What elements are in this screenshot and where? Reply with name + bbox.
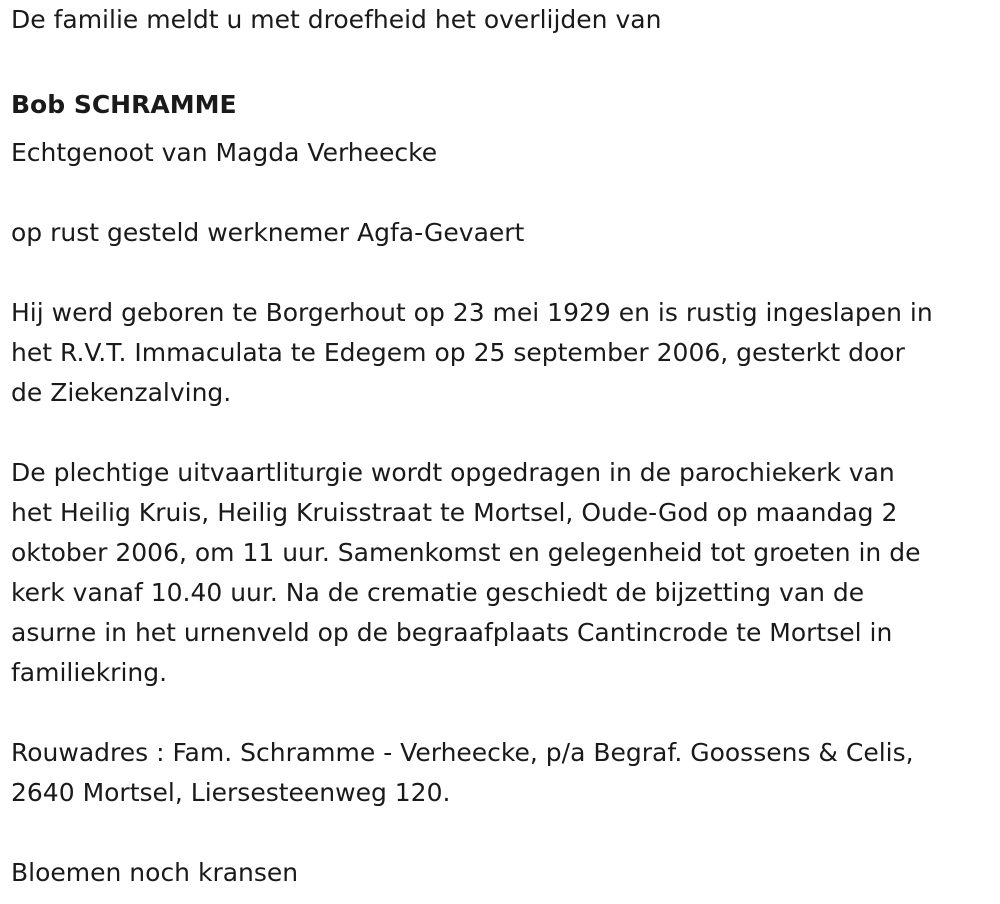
- funeral-line: De plechtige uitvaartliturgie wordt opgedragen in de parochiekerk van: [11, 458, 895, 487]
- paragraph-gap: [11, 413, 995, 453]
- funeral-line: oktober 2006, om 11 uur. Samenkomst en gelegenheid tot groeten in de: [11, 538, 921, 567]
- funeral-line: familiekring.: [11, 658, 168, 687]
- death-notice: [11, 0, 995, 893]
- spouse-text: Echtgenoot van Magda Verheecke: [11, 138, 438, 167]
- birth-death-line: Hij werd geboren te Borgerhout op 23 mei 1929 en is rustig ingeslapen in: [11, 298, 933, 327]
- funeral-paragraph: [11, 453, 995, 693]
- deceased-name: Bob SCHRAMME: [11, 90, 237, 119]
- paragraph-gap: [11, 693, 995, 733]
- intro-text: De familie meldt u met droefheid het overlijden van: [11, 5, 662, 34]
- mourning-address-line: Rouwadres : Fam. Schramme - Verheecke, p/a Begraf. Goossens & Celis,: [11, 738, 914, 767]
- birth-death-line: de Ziekenzalving.: [11, 378, 232, 407]
- mourning-address-paragraph: [11, 733, 995, 813]
- funeral-line: het Heilig Kruis, Heilig Kruisstraat te Mortsel, Oude-God op maandag 2: [11, 498, 898, 527]
- paragraph-gap: [11, 813, 995, 853]
- paragraph-gap: [11, 173, 995, 213]
- occupation-text: op rust gesteld werknemer Agfa-Gevaert: [11, 218, 525, 247]
- flowers-text: Bloemen noch kransen: [11, 858, 299, 887]
- mourning-address-line: 2640 Mortsel, Liersesteenweg 120.: [11, 778, 451, 807]
- birth-death-paragraph: [11, 293, 995, 413]
- funeral-line: asurne in het urnenveld op de begraafplaats Cantincrode te Mortsel in: [11, 618, 893, 647]
- birth-death-line: het R.V.T. Immaculata te Edegem op 25 september 2006, gesterkt door: [11, 338, 905, 367]
- funeral-line: kerk vanaf 10.40 uur. Na de crematie geschiedt de bijzetting van de: [11, 578, 865, 607]
- paragraph-gap: [11, 253, 995, 293]
